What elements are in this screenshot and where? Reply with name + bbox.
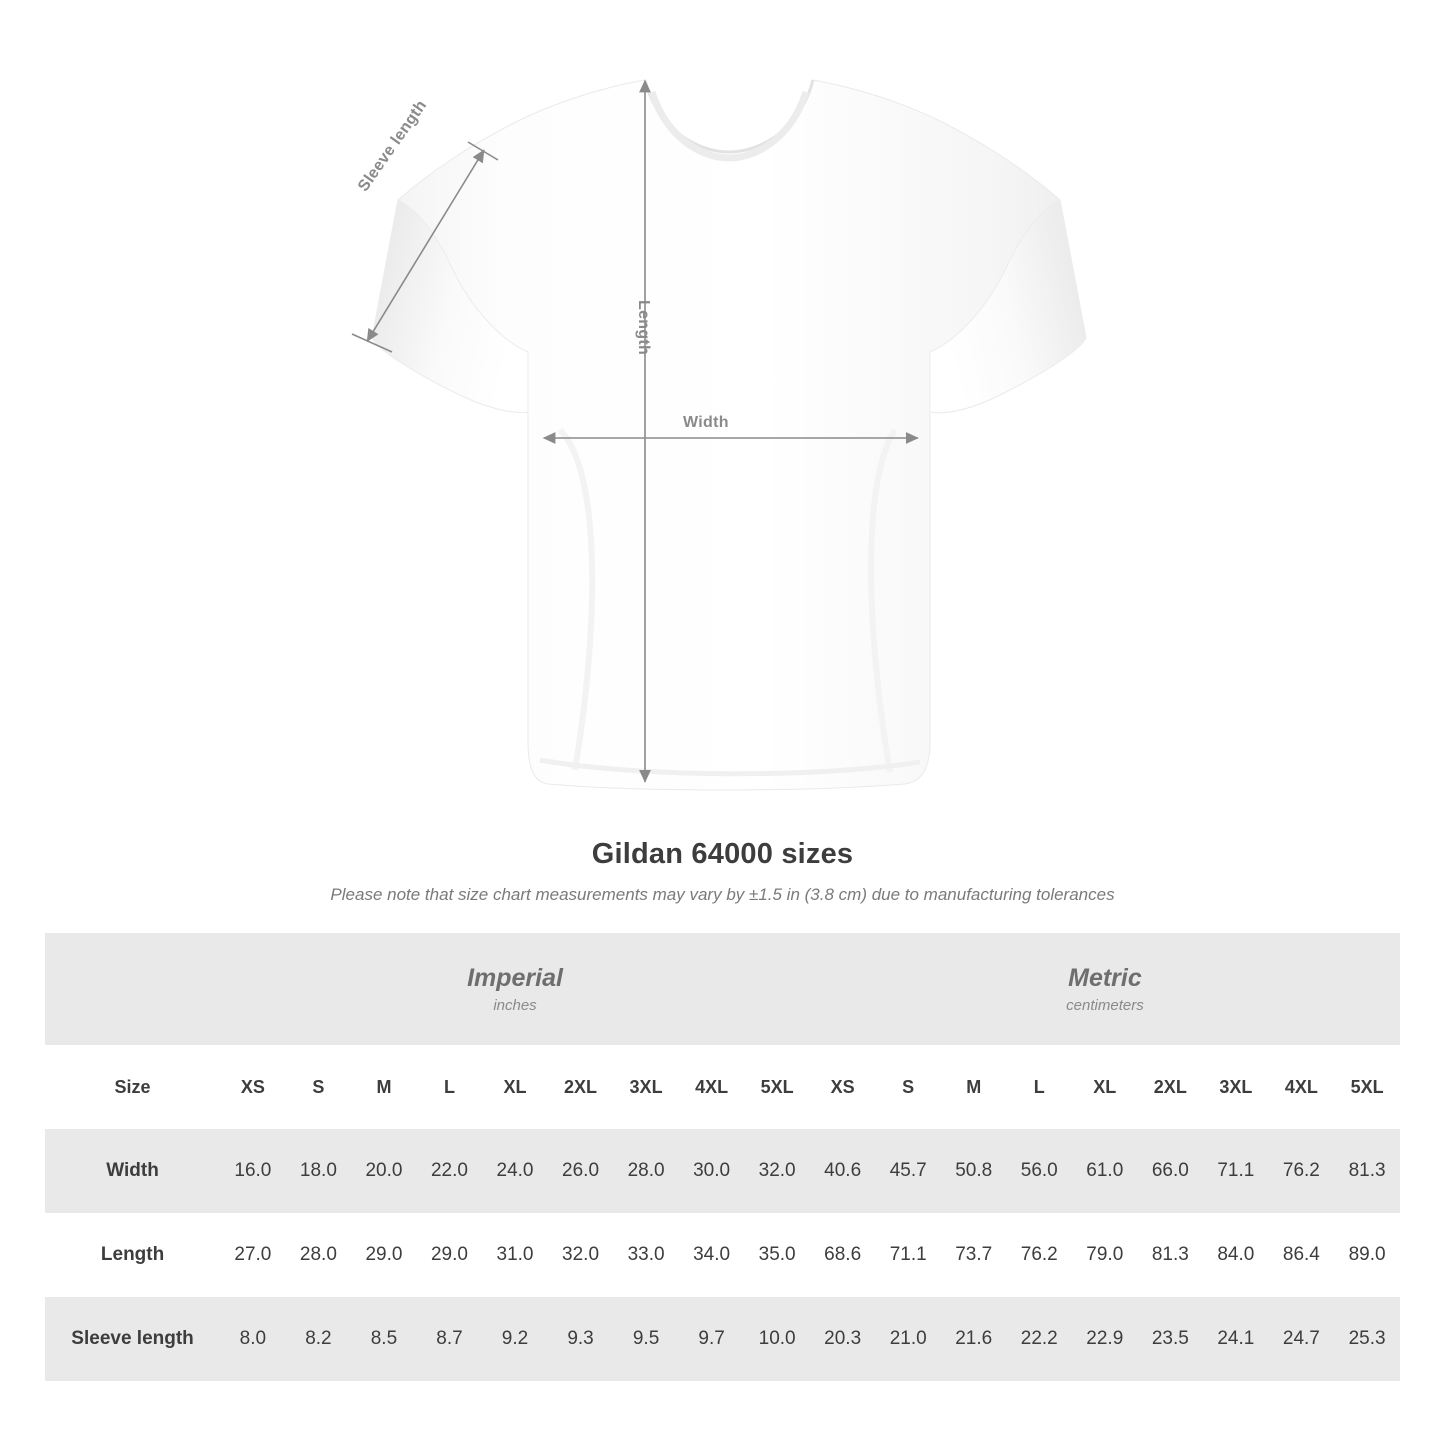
cell-length-metric-xl: 79.0 [1072, 1213, 1138, 1297]
cell-sleeve-imperial-2xl: 9.3 [548, 1297, 614, 1381]
row-label-length: Length [45, 1213, 220, 1297]
cell-sleeve-metric-3xl: 24.1 [1203, 1297, 1269, 1381]
imperial-title: Imperial [467, 964, 563, 993]
cell-width-metric-3xl: 71.1 [1203, 1129, 1269, 1213]
unit-header-spacer [45, 933, 220, 1045]
cell-sleeve-metric-5xl: 25.3 [1334, 1297, 1400, 1381]
size-col-metric-4xl: 4XL [1269, 1045, 1335, 1129]
shirt-shape [372, 80, 1086, 790]
unit-group-header-row [45, 933, 1400, 1045]
size-col-metric-m: M [941, 1045, 1007, 1129]
cell-sleeve-metric-xs: 20.3 [810, 1297, 876, 1381]
cell-width-metric-xs: 40.6 [810, 1129, 876, 1213]
cell-length-imperial-4xl: 34.0 [679, 1213, 745, 1297]
metric-subtitle: centimeters [1066, 996, 1144, 1014]
size-col-imperial-xs: XS [220, 1045, 286, 1129]
cell-width-metric-xl: 61.0 [1072, 1129, 1138, 1213]
size-col-imperial-5xl: 5XL [744, 1045, 810, 1129]
cell-length-imperial-3xl: 33.0 [613, 1213, 679, 1297]
cell-sleeve-metric-2xl: 23.5 [1138, 1297, 1204, 1381]
size-col-metric-l: L [1006, 1045, 1072, 1129]
cell-width-imperial-xl: 24.0 [482, 1129, 548, 1213]
cell-length-metric-xs: 68.6 [810, 1213, 876, 1297]
size-table [45, 933, 1400, 1381]
cell-length-imperial-xs: 27.0 [220, 1213, 286, 1297]
size-col-metric-2xl: 2XL [1138, 1045, 1204, 1129]
cell-width-imperial-m: 20.0 [351, 1129, 417, 1213]
page-title: Gildan 64000 sizes [591, 838, 854, 870]
cell-sleeve-metric-m: 21.6 [941, 1297, 1007, 1381]
imperial-group-header [220, 933, 810, 1045]
cell-width-metric-l: 56.0 [1006, 1129, 1072, 1213]
chart-heading [0, 838, 1445, 905]
cell-width-imperial-l: 22.0 [417, 1129, 483, 1213]
cell-sleeve-imperial-xl: 9.2 [482, 1297, 548, 1381]
size-col-metric-xs: XS [810, 1045, 876, 1129]
cell-sleeve-imperial-l: 8.7 [417, 1297, 483, 1381]
cell-sleeve-imperial-xs: 8.0 [220, 1297, 286, 1381]
size-col-metric-3xl: 3XL [1203, 1045, 1269, 1129]
size-col-metric-xl: XL [1072, 1045, 1138, 1129]
size-col-imperial-4xl: 4XL [679, 1045, 745, 1129]
size-col-metric-5xl: 5XL [1334, 1045, 1400, 1129]
cell-width-metric-2xl: 66.0 [1138, 1129, 1204, 1213]
cell-width-imperial-s: 18.0 [286, 1129, 352, 1213]
cell-sleeve-imperial-5xl: 10.0 [744, 1297, 810, 1381]
table-row [45, 1297, 1400, 1381]
size-col-imperial-l: L [417, 1045, 483, 1129]
cell-sleeve-imperial-s: 8.2 [286, 1297, 352, 1381]
cell-length-imperial-2xl: 32.0 [548, 1213, 614, 1297]
width-label: Width [683, 414, 729, 431]
size-col-imperial-3xl: 3XL [613, 1045, 679, 1129]
table-row [45, 1213, 1400, 1297]
cell-length-imperial-xl: 31.0 [482, 1213, 548, 1297]
cell-length-imperial-5xl: 35.0 [744, 1213, 810, 1297]
cell-sleeve-metric-4xl: 24.7 [1269, 1297, 1335, 1381]
cell-width-metric-m: 50.8 [941, 1129, 1007, 1213]
row-label-width: Width [45, 1129, 220, 1213]
size-col-imperial-s: S [286, 1045, 352, 1129]
cell-width-imperial-3xl: 28.0 [613, 1129, 679, 1213]
size-header-label: Size [45, 1045, 220, 1129]
size-header-row [45, 1045, 1400, 1129]
cell-length-metric-3xl: 84.0 [1203, 1213, 1269, 1297]
cell-length-imperial-l: 29.0 [417, 1213, 483, 1297]
cell-sleeve-metric-s: 21.0 [875, 1297, 941, 1381]
cell-width-metric-4xl: 76.2 [1269, 1129, 1335, 1213]
size-col-imperial-2xl: 2XL [548, 1045, 614, 1129]
cell-width-imperial-5xl: 32.0 [744, 1129, 810, 1213]
cell-sleeve-metric-xl: 22.9 [1072, 1297, 1138, 1381]
length-label: Length [635, 300, 652, 356]
tolerance-note: Please note that size chart measurements may vary by ±1.5 in (3.8 cm) due to manufacturing tolerances [330, 885, 1115, 904]
cell-length-metric-m: 73.7 [941, 1213, 1007, 1297]
size-col-metric-s: S [875, 1045, 941, 1129]
metric-title: Metric [1068, 964, 1142, 993]
cell-length-metric-2xl: 81.3 [1138, 1213, 1204, 1297]
cell-length-imperial-m: 29.0 [351, 1213, 417, 1297]
metric-group-header [810, 933, 1400, 1045]
cell-length-metric-5xl: 89.0 [1334, 1213, 1400, 1297]
cell-sleeve-imperial-m: 8.5 [351, 1297, 417, 1381]
cell-sleeve-imperial-3xl: 9.5 [613, 1297, 679, 1381]
cell-width-metric-s: 45.7 [875, 1129, 941, 1213]
cell-width-imperial-xs: 16.0 [220, 1129, 286, 1213]
size-table-wrapper [45, 933, 1400, 1381]
cell-width-imperial-2xl: 26.0 [548, 1129, 614, 1213]
cell-length-imperial-s: 28.0 [286, 1213, 352, 1297]
row-label-sleeve-length: Sleeve length [45, 1297, 220, 1381]
table-row [45, 1129, 1400, 1213]
imperial-subtitle: inches [493, 996, 537, 1014]
size-col-imperial-xl: XL [482, 1045, 548, 1129]
cell-length-metric-l: 76.2 [1006, 1213, 1072, 1297]
cell-length-metric-4xl: 86.4 [1269, 1213, 1335, 1297]
sleeve-length-label: Sleeve length [355, 97, 431, 195]
cell-width-imperial-4xl: 30.0 [679, 1129, 745, 1213]
cell-length-metric-s: 71.1 [875, 1213, 941, 1297]
cell-width-metric-5xl: 81.3 [1334, 1129, 1400, 1213]
cell-sleeve-imperial-4xl: 9.7 [679, 1297, 745, 1381]
cell-sleeve-metric-l: 22.2 [1006, 1297, 1072, 1381]
size-col-imperial-m: M [351, 1045, 417, 1129]
